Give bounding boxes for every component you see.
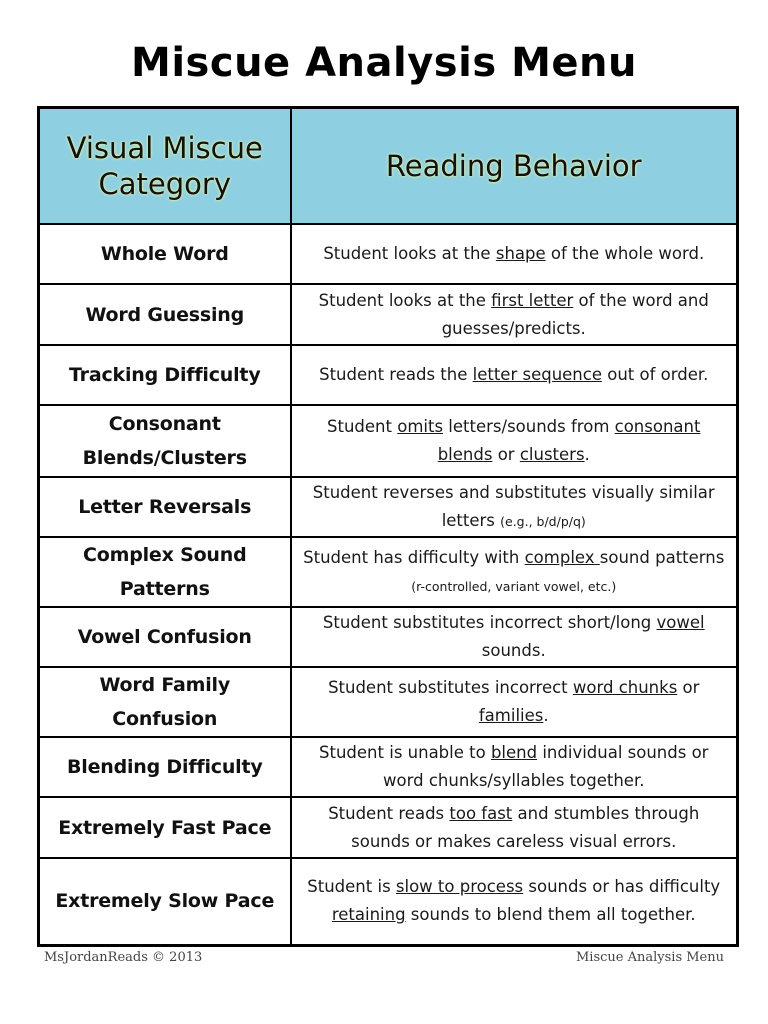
reading-behavior	[291, 477, 738, 537]
behavior-keyword: first letter	[491, 290, 574, 310]
behavior-text: Student	[327, 417, 398, 436]
behavior-keyword: shape	[495, 244, 546, 263]
table-row	[39, 284, 738, 345]
table-row	[39, 224, 738, 284]
miscue-category: Tracking Difficulty	[39, 345, 291, 405]
miscue-category: Whole Word	[39, 224, 291, 284]
behavior-keyword: slow to process	[395, 877, 524, 897]
behavior-text: of the word and guesses/predicts.	[441, 290, 709, 338]
table-row	[39, 858, 738, 945]
behavior-text: .	[543, 706, 549, 725]
miscue-category: Blending Difficulty	[39, 737, 291, 797]
behavior-keyword: letter sequence	[472, 365, 602, 384]
table-row	[39, 797, 738, 858]
table-row	[39, 607, 738, 667]
table-row	[39, 737, 738, 797]
behavior-text: Student is	[307, 877, 396, 897]
table-body	[39, 224, 738, 945]
behavior-keyword: clusters	[519, 445, 585, 464]
miscue-category: Letter Reversals	[39, 477, 291, 537]
behavior-text: Student looks at the	[323, 244, 496, 263]
behavior-text: or	[677, 678, 700, 697]
behavior-text: sounds or has difficulty	[523, 877, 721, 897]
behavior-text: Student has difficulty with	[303, 547, 525, 567]
behavior-text: and stumbles through sounds or makes careless visual errors.	[351, 803, 700, 851]
behavior-text: out of order.	[602, 365, 709, 384]
behavior-keyword: too fast	[449, 803, 513, 823]
reading-behavior	[291, 797, 738, 858]
reading-behavior	[291, 345, 738, 405]
reading-behavior	[291, 607, 738, 667]
reading-behavior	[291, 284, 738, 345]
miscue-category: Consonant Blends/Clusters	[39, 405, 291, 477]
behavior-text: or	[492, 445, 520, 464]
behavior-keyword: blend	[490, 743, 538, 762]
table-header-row	[39, 108, 738, 225]
footer-doc-title: Miscue Analysis Menu	[575, 950, 724, 965]
reading-behavior	[291, 858, 738, 945]
miscue-category: Extremely Slow Pace	[39, 858, 291, 945]
miscue-category: Vowel Confusion	[39, 607, 291, 667]
table-row	[39, 405, 738, 477]
header-category: Visual Miscue Category	[39, 108, 291, 225]
reading-behavior	[291, 737, 738, 797]
behavior-keyword: complex	[524, 547, 600, 567]
reading-behavior	[291, 667, 738, 737]
behavior-text: sounds to blend them all together.	[405, 905, 696, 925]
behavior-text: sounds.	[481, 641, 546, 660]
behavior-text: Student looks at the	[318, 290, 492, 310]
behavior-text: of the whole word.	[545, 244, 705, 263]
table-row	[39, 477, 738, 537]
behavior-keyword: word chunks	[572, 678, 678, 697]
behavior-keyword: families	[478, 706, 544, 725]
header-behavior: Reading Behavior	[291, 108, 738, 225]
behavior-keyword: omits	[397, 417, 444, 436]
behavior-keyword: retaining	[331, 905, 406, 925]
behavior-text: Student reads	[328, 803, 450, 823]
behavior-text: sound patterns	[599, 547, 725, 567]
miscue-category: Extremely Fast Pace	[39, 797, 291, 858]
behavior-text: Student substitutes incorrect short/long	[322, 613, 657, 632]
miscue-category: Word Guessing	[39, 284, 291, 345]
footer-copyright: MsJordanReads © 2013	[44, 950, 203, 965]
miscue-category: Complex Sound Patterns	[39, 537, 291, 607]
reading-behavior	[291, 224, 738, 284]
behavior-text: Student is unable to	[319, 743, 491, 762]
behavior-text: Student reverses and substitutes visually similar letters	[312, 482, 715, 530]
miscue-category: Word Family Confusion	[39, 667, 291, 737]
behavior-note: (r-controlled, variant vowel, etc.)	[411, 578, 617, 594]
table-row	[39, 667, 738, 737]
behavior-keyword: vowel	[656, 613, 705, 632]
behavior-text: letters/sounds from	[443, 417, 615, 436]
behavior-note: (e.g., b/d/p/q)	[500, 513, 586, 529]
behavior-text: .	[584, 445, 590, 464]
page-title: Miscue Analysis Menu	[131, 40, 637, 86]
table-row	[39, 345, 738, 405]
reading-behavior	[291, 405, 738, 477]
behavior-text: Student substitutes incorrect	[328, 678, 573, 697]
reading-behavior	[291, 537, 738, 607]
table-row	[39, 537, 738, 607]
miscue-table	[37, 106, 739, 947]
behavior-text: individual sounds or word chunks/syllables together.	[383, 743, 709, 790]
behavior-text: Student reads the	[319, 365, 473, 384]
behavior-keyword: consonant blends	[437, 417, 701, 464]
